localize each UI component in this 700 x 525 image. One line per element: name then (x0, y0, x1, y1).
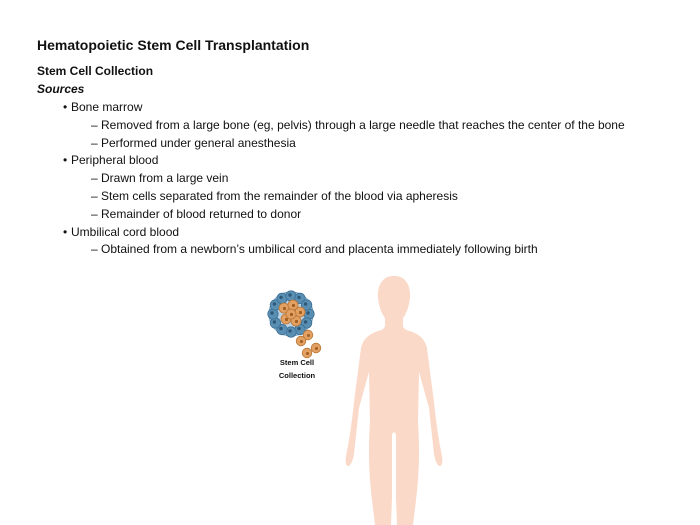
human-body-silhouette-icon (346, 276, 443, 525)
bullet-marker: • (63, 153, 68, 168)
bullet-marker: • (63, 224, 68, 239)
dash-marker: – (91, 206, 98, 221)
dash-marker: – (91, 188, 98, 203)
cell-nucleus (270, 311, 273, 314)
cell-nucleus (283, 307, 286, 310)
source-detail-text: Obtained from a newborn’s umbilical cord and placenta immediately following birth (101, 242, 538, 257)
figure-caption-line-2: Collection (278, 371, 316, 380)
figure-canvas (0, 270, 700, 525)
source-item-peripheral-blood (0, 152, 700, 170)
cell-nucleus (273, 320, 276, 323)
source-label: Umbilical cord blood (71, 224, 180, 239)
cell-nucleus (300, 340, 303, 343)
cell-nucleus (288, 293, 291, 296)
cell-nucleus (297, 327, 300, 330)
cell-nucleus (315, 347, 318, 350)
stem-cell-collection-figure (0, 270, 700, 525)
source-detail-text: Drawn from a large vein (101, 171, 229, 186)
source-detail (0, 117, 700, 135)
cell-nucleus (285, 318, 288, 321)
source-detail-text: Performed under general anesthesia (101, 135, 296, 150)
dash-marker: – (91, 171, 98, 186)
cell-nucleus (295, 320, 298, 323)
cell-nucleus (273, 302, 276, 305)
source-detail-text: Remainder of blood returned to donor (101, 206, 302, 221)
source-detail-text: Removed from a large bone (eg, pelvis) through a large needle that reaches the center of the bone (101, 117, 625, 132)
source-item-umbilical-cord-blood (0, 224, 700, 242)
cell-nucleus (304, 302, 307, 305)
page-title: Hematopoietic Stem Cell Transplantation (37, 37, 310, 53)
cell-nucleus (307, 334, 310, 337)
dash-marker: – (91, 242, 98, 257)
sources-subheading: Sources (37, 82, 85, 96)
cell-nucleus (279, 327, 282, 330)
bullet-marker: • (63, 100, 68, 114)
source-detail (0, 135, 700, 153)
section-heading: Stem Cell Collection (37, 64, 154, 78)
dash-marker: – (91, 135, 98, 150)
source-item-bone-marrow (0, 99, 700, 117)
dash-marker: – (91, 117, 98, 132)
cell-nucleus (292, 304, 295, 307)
source-label: Bone marrow (71, 100, 143, 114)
figure-caption-line-1: Stem Cell (279, 358, 315, 367)
source-detail (0, 241, 700, 259)
source-label: Peripheral blood (71, 153, 159, 168)
cell-nucleus (279, 296, 282, 299)
source-detail (0, 170, 700, 188)
cell-nucleus (290, 313, 293, 316)
source-detail (0, 188, 700, 206)
source-detail (0, 206, 700, 224)
cell-nucleus (299, 311, 302, 314)
source-detail-text: Stem cells separated from the remainder of the blood via apheresis (101, 188, 458, 203)
cell-nucleus (306, 352, 309, 355)
sources-outline (0, 99, 700, 259)
cell-nucleus (297, 296, 300, 299)
cell-nucleus (288, 329, 291, 332)
cell-nucleus (304, 320, 307, 323)
cell-nucleus (306, 311, 309, 314)
